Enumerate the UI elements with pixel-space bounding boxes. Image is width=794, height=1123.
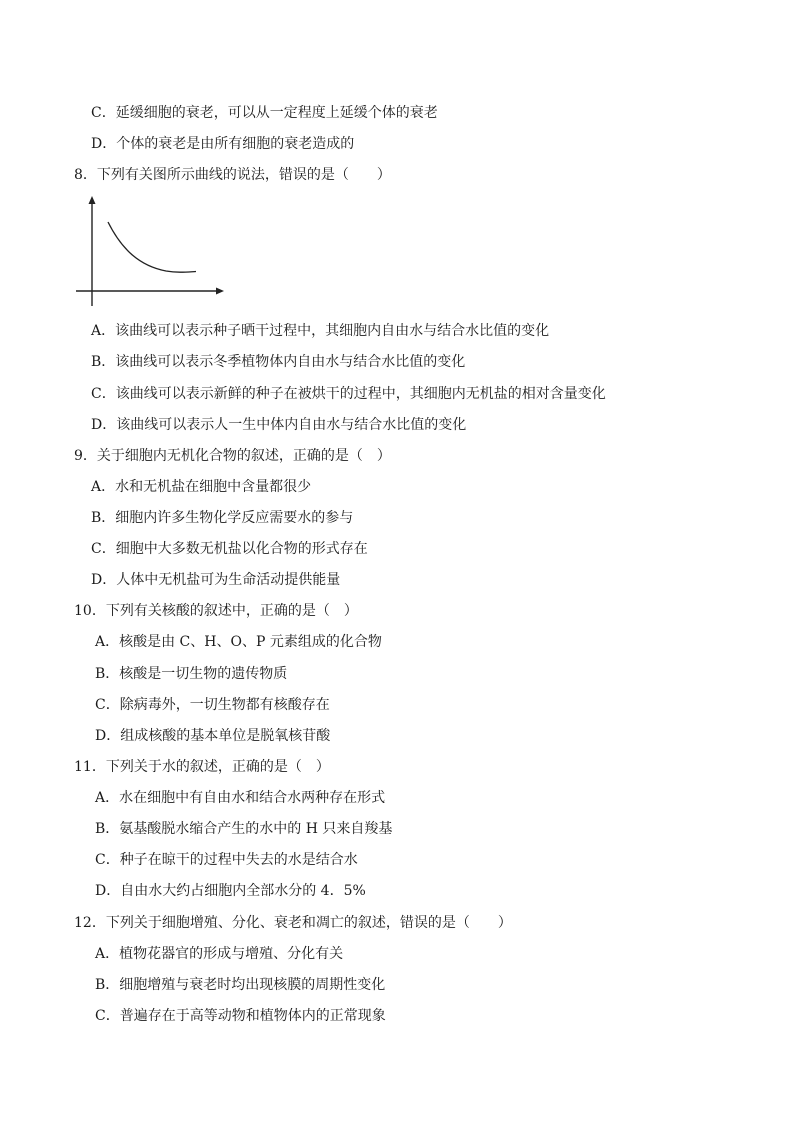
- q9-option-d: D．人体中无机盐可为生命活动提供能量: [91, 572, 341, 588]
- q9-option-a: A．水和无机盐在细胞中含量都很少: [91, 479, 312, 495]
- q8-option-c: C．该曲线可以表示新鲜的种子在被烘干的过程中，其细胞内无机盐的相对含量变化: [91, 386, 606, 402]
- y-axis-arrow: [89, 196, 96, 204]
- decreasing-curve-figure: [74, 194, 230, 310]
- q8-option-a: A．该曲线可以表示种子晒干过程中，其细胞内自由水与结合水比值的变化: [91, 323, 550, 339]
- q12-stem: 12．下列关于细胞增殖、分化、衰老和凋亡的叙述，错误的是（ ）: [74, 915, 512, 931]
- q10-option-b: B．核酸是一切生物的遗传物质: [95, 666, 288, 682]
- x-axis-arrow: [216, 288, 224, 295]
- q7-option-c: C．延缓细胞的衰老，可以从一定程度上延缓个体的衰老: [91, 105, 438, 121]
- q11-option-a: A．水在细胞中有自由水和结合水两种存在形式: [95, 790, 386, 806]
- q10-option-d: D．组成核酸的基本单位是脱氧核苷酸: [95, 728, 331, 744]
- q12-option-c: C．普遍存在于高等动物和植物体内的正常现象: [95, 1008, 386, 1024]
- q10-option-c: C．除病毒外，一切生物都有核酸存在: [95, 697, 330, 713]
- q9-stem: 9．关于细胞内无机化合物的叙述，正确的是（ ）: [74, 448, 391, 464]
- q9-option-c: C．细胞中大多数无机盐以化合物的形式存在: [91, 541, 368, 557]
- q8-option-b: B．该曲线可以表示冬季植物体内自由水与结合水比值的变化: [91, 354, 466, 370]
- q11-option-d: D．自由水大约占细胞内全部水分的 4．5%: [95, 883, 366, 899]
- q11-option-c: C．种子在晾干的过程中失去的水是结合水: [95, 852, 358, 868]
- q8-stem: 8．下列有关图所示曲线的说法，错误的是（ ）: [74, 167, 391, 183]
- q11-stem: 11．下列关于水的叙述，正确的是（ ）: [74, 759, 330, 775]
- q11-option-b: B．氨基酸脱水缩合产生的水中的 H 只来自羧基: [95, 821, 393, 837]
- q7-option-d: D．个体的衰老是由所有细胞的衰老造成的: [91, 136, 355, 152]
- decreasing-curve: [108, 222, 196, 272]
- q12-option-b: B．细胞增殖与衰老时均出现核膜的周期性变化: [95, 977, 386, 993]
- q9-option-b: B．细胞内许多生物化学反应需要水的参与: [91, 510, 354, 526]
- q10-stem: 10．下列有关核酸的叙述中，正确的是（ ）: [74, 603, 358, 619]
- q10-option-a: A．核酸是由 C、H、O、P 元素组成的化合物: [95, 634, 382, 650]
- q12-option-a: A．植物花器官的形成与增殖、分化有关: [95, 946, 344, 962]
- q8-option-d: D．该曲线可以表示人一生中体内自由水与结合水比值的变化: [91, 417, 467, 433]
